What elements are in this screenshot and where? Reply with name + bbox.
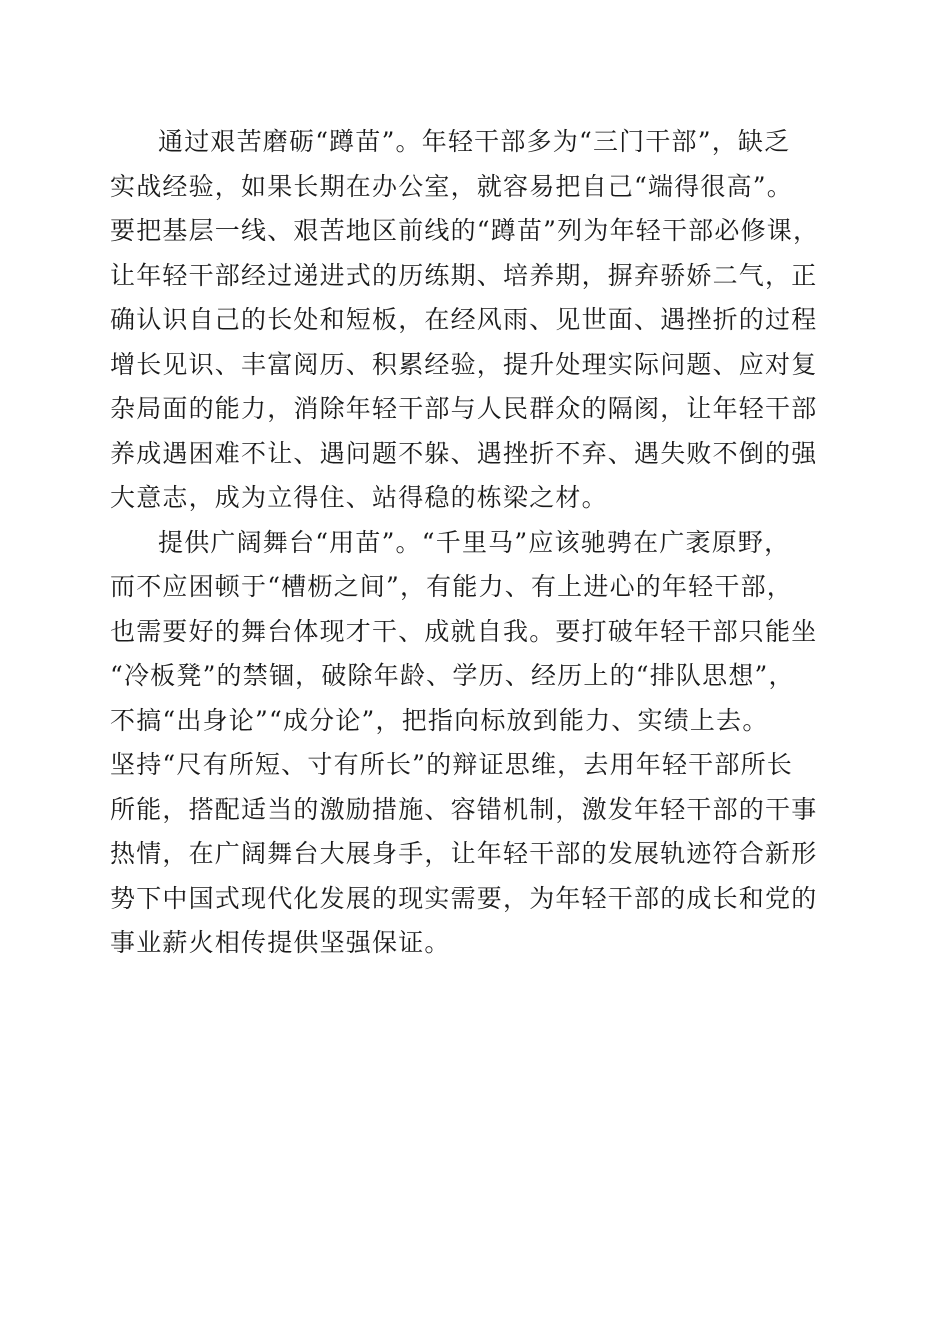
text-line: 也需要好的舞台体现才干、成就自我。要打破年轻干部只能坐 xyxy=(110,616,818,646)
text-line: 势下中国式现代化发展的现实需要，为年轻干部的成长和党的 xyxy=(110,883,818,913)
text-line: 让年轻干部经过递进式的历练期、培养期，摒弃骄娇二气，正 xyxy=(110,260,818,290)
text-line: 杂局面的能力，消除年轻干部与人民群众的隔阂，让年轻干部 xyxy=(110,394,818,423)
text-line: 坚持“尺有所短、寸有所长”的辩证思维，去用年轻干部所长 xyxy=(110,750,793,779)
text-line: 事业薪火相传提供坚强保证。 xyxy=(110,928,451,957)
text-line: 大意志，成为立得住、站得稳的栋梁之材。 xyxy=(110,483,608,512)
text-line: 要把基层一线、艰苦地区前线的“蹲苗”列为年轻干部必修课， xyxy=(110,216,820,245)
text-line: 提供广阔舞台“用苗”。“千里马”应该驰骋在广袤原野， xyxy=(158,527,791,557)
text-line: 而不应困顿于“槽枥之间”，有能力、有上进心的年轻干部， xyxy=(110,572,793,601)
text-line: 不搞“出身论”“成分论”，把指向标放到能力、实绩上去。 xyxy=(110,705,769,735)
text-line: 所能，搭配适当的激励措施、容错机制，激发年轻干部的干事 xyxy=(110,794,818,824)
document-body xyxy=(110,120,840,966)
text-line: “冷板凳”的禁锢，破除年龄、学历、经历上的“排队思想”， xyxy=(110,661,795,690)
text-line: 实战经验，如果长期在办公室，就容易把自己“端得很高”。 xyxy=(110,171,793,201)
text-line: 养成遇困难不让、遇问题不躲、遇挫折不弃、遇失败不倒的强 xyxy=(110,438,818,468)
paragraph-dunmiao xyxy=(110,120,840,521)
paragraph-yongmiao xyxy=(110,521,840,966)
text-line: 通过艰苦磨砺“蹲苗”。年轻干部多为“三门干部”，缺乏 xyxy=(158,127,791,156)
text-line: 增长见识、丰富阅历、积累经验，提升处理实际问题、应对复 xyxy=(110,349,818,379)
text-line: 热情，在广阔舞台大展身手，让年轻干部的发展轨迹符合新形 xyxy=(110,839,818,868)
text-line: 确认识自己的长处和短板，在经风雨、见世面、遇挫折的过程 xyxy=(110,305,818,334)
